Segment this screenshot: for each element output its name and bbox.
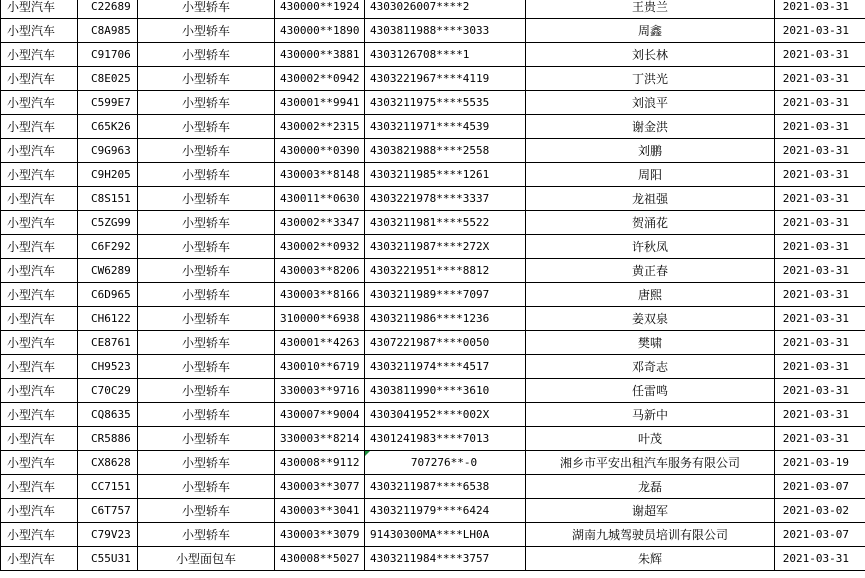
vehicle-type-cell[interactable]: 小型汽车 bbox=[1, 475, 78, 499]
code-cell[interactable]: 430003**3041 bbox=[275, 499, 365, 523]
table-row[interactable] bbox=[1, 355, 865, 379]
plate-number-cell[interactable]: C9G963 bbox=[78, 139, 138, 163]
vehicle-type-cell[interactable]: 小型汽车 bbox=[1, 283, 78, 307]
plate-number-cell[interactable]: CR5886 bbox=[78, 427, 138, 451]
table-body bbox=[1, 0, 865, 571]
table-row[interactable] bbox=[1, 403, 865, 427]
table-row[interactable] bbox=[1, 523, 865, 547]
plate-number-cell[interactable]: C8A985 bbox=[78, 19, 138, 43]
id-number-cell[interactable]: 4303211987****272X bbox=[365, 235, 526, 259]
id-number-cell[interactable]: 707276**-0 bbox=[365, 451, 526, 475]
plate-number-cell[interactable]: C8E025 bbox=[78, 67, 138, 91]
owner-name-cell[interactable]: 樊啸 bbox=[526, 331, 775, 355]
plate-number-cell[interactable]: C55U31 bbox=[78, 547, 138, 571]
code-cell[interactable]: 430003**8206 bbox=[275, 259, 365, 283]
vehicle-model-cell[interactable]: 小型轿车 bbox=[138, 499, 275, 523]
plate-number-cell[interactable]: C6F292 bbox=[78, 235, 138, 259]
table-row[interactable] bbox=[1, 67, 865, 91]
id-number-cell[interactable]: 4303211989****7097 bbox=[365, 283, 526, 307]
plate-number-cell[interactable]: C6T757 bbox=[78, 499, 138, 523]
id-number-cell[interactable]: 4303126708****1 bbox=[365, 43, 526, 67]
date-cell[interactable]: 2021-03-31 bbox=[775, 547, 865, 571]
vehicle-model-cell[interactable]: 小型轿车 bbox=[138, 259, 275, 283]
vehicle-model-cell[interactable]: 小型轿车 bbox=[138, 331, 275, 355]
table-row[interactable] bbox=[1, 379, 865, 403]
id-number-cell[interactable]: 4303211985****1261 bbox=[365, 163, 526, 187]
date-cell[interactable]: 2021-03-31 bbox=[775, 283, 865, 307]
plate-number-cell[interactable]: CX8628 bbox=[78, 451, 138, 475]
id-number-cell[interactable]: 4303026007****2 bbox=[365, 0, 526, 19]
vehicle-model-cell[interactable]: 小型轿车 bbox=[138, 43, 275, 67]
code-cell[interactable]: 430003**8166 bbox=[275, 283, 365, 307]
table-row[interactable] bbox=[1, 211, 865, 235]
code-cell[interactable]: 430010**6719 bbox=[275, 355, 365, 379]
vehicle-model-cell[interactable]: 小型轿车 bbox=[138, 403, 275, 427]
vehicle-model-cell[interactable]: 小型面包车 bbox=[138, 547, 275, 571]
plate-number-cell[interactable]: CE8761 bbox=[78, 331, 138, 355]
vehicle-model-cell[interactable]: 小型轿车 bbox=[138, 427, 275, 451]
id-number-cell[interactable]: 4303211984****3757 bbox=[365, 547, 526, 571]
owner-name-cell[interactable]: 龙磊 bbox=[526, 475, 775, 499]
plate-number-cell[interactable]: C22689 bbox=[78, 0, 138, 19]
id-number-cell[interactable]: 4307221987****0050 bbox=[365, 331, 526, 355]
vehicle-model-cell[interactable]: 小型轿车 bbox=[138, 211, 275, 235]
owner-name-cell[interactable]: 谢金洪 bbox=[526, 115, 775, 139]
id-number-cell[interactable]: 4303211974****4517 bbox=[365, 355, 526, 379]
table-row[interactable] bbox=[1, 427, 865, 451]
vehicle-model-cell[interactable]: 小型轿车 bbox=[138, 187, 275, 211]
vehicle-model-cell[interactable]: 小型轿车 bbox=[138, 115, 275, 139]
id-number-cell[interactable]: 4303211979****6424 bbox=[365, 499, 526, 523]
owner-name-cell[interactable]: 马新中 bbox=[526, 403, 775, 427]
date-cell[interactable]: 2021-03-31 bbox=[775, 0, 865, 19]
id-number-cell[interactable]: 4303221967****4119 bbox=[365, 67, 526, 91]
code-cell[interactable]: 330003**9716 bbox=[275, 379, 365, 403]
code-cell[interactable]: 430003**3079 bbox=[275, 523, 365, 547]
vehicle-type-cell[interactable]: 小型汽车 bbox=[1, 235, 78, 259]
vehicle-type-cell[interactable]: 小型汽车 bbox=[1, 547, 78, 571]
plate-number-cell[interactable]: CH9523 bbox=[78, 355, 138, 379]
owner-name-cell[interactable]: 丁洪光 bbox=[526, 67, 775, 91]
id-number-cell[interactable]: 4303211986****1236 bbox=[365, 307, 526, 331]
date-cell[interactable]: 2021-03-31 bbox=[775, 19, 865, 43]
vehicle-type-cell[interactable]: 小型汽车 bbox=[1, 355, 78, 379]
owner-name-cell[interactable]: 叶茂 bbox=[526, 427, 775, 451]
id-number-cell[interactable]: 4303211987****6538 bbox=[365, 475, 526, 499]
owner-name-cell[interactable]: 任雷鸣 bbox=[526, 379, 775, 403]
table-row[interactable] bbox=[1, 0, 865, 19]
id-number-cell[interactable]: 91430300MA****LH0A bbox=[365, 523, 526, 547]
date-cell[interactable]: 2021-03-31 bbox=[775, 67, 865, 91]
id-number-cell[interactable]: 4301241983****7013 bbox=[365, 427, 526, 451]
owner-name-cell[interactable]: 湖南九城驾驶员培训有限公司 bbox=[526, 523, 775, 547]
code-cell[interactable]: 430001**4263 bbox=[275, 331, 365, 355]
code-cell[interactable]: 430003**8148 bbox=[275, 163, 365, 187]
vehicle-type-cell[interactable]: 小型汽车 bbox=[1, 499, 78, 523]
vehicle-model-cell[interactable]: 小型轿车 bbox=[138, 355, 275, 379]
date-cell[interactable]: 2021-03-31 bbox=[775, 43, 865, 67]
table-row[interactable] bbox=[1, 475, 865, 499]
vehicle-type-cell[interactable]: 小型汽车 bbox=[1, 115, 78, 139]
vehicle-model-cell[interactable]: 小型轿车 bbox=[138, 475, 275, 499]
date-cell[interactable]: 2021-03-31 bbox=[775, 403, 865, 427]
code-cell[interactable]: 430001**9941 bbox=[275, 91, 365, 115]
vehicle-type-cell[interactable]: 小型汽车 bbox=[1, 451, 78, 475]
vehicle-type-cell[interactable]: 小型汽车 bbox=[1, 379, 78, 403]
date-cell[interactable]: 2021-03-31 bbox=[775, 259, 865, 283]
code-cell[interactable]: 430002**3347 bbox=[275, 211, 365, 235]
vehicle-model-cell[interactable]: 小型轿车 bbox=[138, 235, 275, 259]
plate-number-cell[interactable]: C6D965 bbox=[78, 283, 138, 307]
code-cell[interactable]: 430000**0390 bbox=[275, 139, 365, 163]
table-row[interactable] bbox=[1, 307, 865, 331]
vehicle-type-cell[interactable]: 小型汽车 bbox=[1, 163, 78, 187]
id-number-cell[interactable]: 4303811990****3610 bbox=[365, 379, 526, 403]
owner-name-cell[interactable]: 谢超军 bbox=[526, 499, 775, 523]
vehicle-type-cell[interactable]: 小型汽车 bbox=[1, 187, 78, 211]
vehicle-type-cell[interactable]: 小型汽车 bbox=[1, 403, 78, 427]
date-cell[interactable]: 2021-03-31 bbox=[775, 163, 865, 187]
code-cell[interactable]: 430008**5027 bbox=[275, 547, 365, 571]
owner-name-cell[interactable]: 唐熙 bbox=[526, 283, 775, 307]
owner-name-cell[interactable]: 周阳 bbox=[526, 163, 775, 187]
date-cell[interactable]: 2021-03-31 bbox=[775, 115, 865, 139]
owner-name-cell[interactable]: 贺涌花 bbox=[526, 211, 775, 235]
code-cell[interactable]: 430011**0630 bbox=[275, 187, 365, 211]
plate-number-cell[interactable]: CC7151 bbox=[78, 475, 138, 499]
code-cell[interactable]: 430003**3077 bbox=[275, 475, 365, 499]
date-cell[interactable]: 2021-03-07 bbox=[775, 475, 865, 499]
plate-number-cell[interactable]: C79V23 bbox=[78, 523, 138, 547]
table-row[interactable] bbox=[1, 283, 865, 307]
table-row[interactable] bbox=[1, 259, 865, 283]
vehicle-model-cell[interactable]: 小型轿车 bbox=[138, 379, 275, 403]
table-row[interactable] bbox=[1, 547, 865, 571]
table-row[interactable] bbox=[1, 91, 865, 115]
date-cell[interactable]: 2021-03-31 bbox=[775, 307, 865, 331]
date-cell[interactable]: 2021-03-31 bbox=[775, 187, 865, 211]
date-cell[interactable]: 2021-03-31 bbox=[775, 91, 865, 115]
date-cell[interactable]: 2021-03-31 bbox=[775, 235, 865, 259]
id-number-cell[interactable]: 4303211975****5535 bbox=[365, 91, 526, 115]
plate-number-cell[interactable]: C599E7 bbox=[78, 91, 138, 115]
vehicle-type-cell[interactable]: 小型汽车 bbox=[1, 67, 78, 91]
owner-name-cell[interactable]: 刘长林 bbox=[526, 43, 775, 67]
owner-name-cell[interactable]: 许秋凤 bbox=[526, 235, 775, 259]
vehicle-type-cell[interactable]: 小型汽车 bbox=[1, 211, 78, 235]
code-cell[interactable]: 310000**6938 bbox=[275, 307, 365, 331]
table-row[interactable] bbox=[1, 451, 865, 475]
plate-number-cell[interactable]: CH6122 bbox=[78, 307, 138, 331]
code-cell[interactable]: 430002**0932 bbox=[275, 235, 365, 259]
owner-name-cell[interactable]: 周鑫 bbox=[526, 19, 775, 43]
code-cell[interactable]: 430000**1924 bbox=[275, 0, 365, 19]
vehicle-model-cell[interactable]: 小型轿车 bbox=[138, 139, 275, 163]
id-number-cell[interactable]: 4303221951****8812 bbox=[365, 259, 526, 283]
vehicle-type-cell[interactable]: 小型汽车 bbox=[1, 259, 78, 283]
vehicle-model-cell[interactable]: 小型轿车 bbox=[138, 67, 275, 91]
id-number-cell[interactable]: 4303211971****4539 bbox=[365, 115, 526, 139]
owner-name-cell[interactable]: 龙祖强 bbox=[526, 187, 775, 211]
id-number-cell[interactable]: 4303211981****5522 bbox=[365, 211, 526, 235]
plate-number-cell[interactable]: CQ8635 bbox=[78, 403, 138, 427]
code-cell[interactable]: 430007**9004 bbox=[275, 403, 365, 427]
id-number-cell[interactable]: 4303811988****3033 bbox=[365, 19, 526, 43]
plate-number-cell[interactable]: C8S151 bbox=[78, 187, 138, 211]
owner-name-cell[interactable]: 刘鹏 bbox=[526, 139, 775, 163]
owner-name-cell[interactable]: 黄正春 bbox=[526, 259, 775, 283]
code-cell[interactable]: 330003**8214 bbox=[275, 427, 365, 451]
code-cell[interactable]: 430008**9112 bbox=[275, 451, 365, 475]
vehicle-type-cell[interactable]: 小型汽车 bbox=[1, 91, 78, 115]
date-cell[interactable]: 2021-03-31 bbox=[775, 427, 865, 451]
date-cell[interactable]: 2021-03-02 bbox=[775, 499, 865, 523]
code-cell[interactable]: 430002**2315 bbox=[275, 115, 365, 139]
table-row[interactable] bbox=[1, 499, 865, 523]
cell-error-indicator-icon bbox=[365, 451, 370, 456]
vehicle-type-cell[interactable]: 小型汽车 bbox=[1, 307, 78, 331]
vehicle-type-cell[interactable]: 小型汽车 bbox=[1, 19, 78, 43]
vehicle-type-cell[interactable]: 小型汽车 bbox=[1, 331, 78, 355]
vehicle-type-cell[interactable]: 小型汽车 bbox=[1, 139, 78, 163]
table-row[interactable] bbox=[1, 139, 865, 163]
plate-number-cell[interactable]: C70C29 bbox=[78, 379, 138, 403]
vehicle-type-cell[interactable]: 小型汽车 bbox=[1, 523, 78, 547]
vehicle-model-cell[interactable]: 小型轿车 bbox=[138, 523, 275, 547]
vehicle-model-cell[interactable]: 小型轿车 bbox=[138, 307, 275, 331]
code-cell[interactable]: 430000**1890 bbox=[275, 19, 365, 43]
table-row[interactable] bbox=[1, 235, 865, 259]
vehicle-model-cell[interactable]: 小型轿车 bbox=[138, 0, 275, 19]
owner-name-cell[interactable]: 朱辉 bbox=[526, 547, 775, 571]
id-number-cell[interactable]: 4303041952****002X bbox=[365, 403, 526, 427]
vehicle-type-cell[interactable]: 小型汽车 bbox=[1, 0, 78, 19]
vehicle-model-cell[interactable]: 小型轿车 bbox=[138, 283, 275, 307]
plate-number-cell[interactable]: C91706 bbox=[78, 43, 138, 67]
table-row[interactable] bbox=[1, 187, 865, 211]
date-cell[interactable]: 2021-03-31 bbox=[775, 379, 865, 403]
vehicle-model-cell[interactable]: 小型轿车 bbox=[138, 451, 275, 475]
date-cell[interactable]: 2021-03-31 bbox=[775, 211, 865, 235]
plate-number-cell[interactable]: C5ZG99 bbox=[78, 211, 138, 235]
owner-name-cell[interactable]: 姜双泉 bbox=[526, 307, 775, 331]
owner-name-cell[interactable]: 刘浪平 bbox=[526, 91, 775, 115]
vehicle-model-cell[interactable]: 小型轿车 bbox=[138, 163, 275, 187]
owner-name-cell[interactable]: 王贵兰 bbox=[526, 0, 775, 19]
code-cell[interactable]: 430002**0942 bbox=[275, 67, 365, 91]
owner-name-cell[interactable]: 邓奇志 bbox=[526, 355, 775, 379]
date-cell[interactable]: 2021-03-31 bbox=[775, 139, 865, 163]
table-row[interactable] bbox=[1, 331, 865, 355]
date-cell[interactable]: 2021-03-07 bbox=[775, 523, 865, 547]
date-cell[interactable]: 2021-03-31 bbox=[775, 355, 865, 379]
table-row[interactable] bbox=[1, 163, 865, 187]
date-cell[interactable]: 2021-03-19 bbox=[775, 451, 865, 475]
vehicle-type-cell[interactable]: 小型汽车 bbox=[1, 43, 78, 67]
date-cell[interactable]: 2021-03-31 bbox=[775, 331, 865, 355]
table-row[interactable] bbox=[1, 115, 865, 139]
id-number-cell[interactable]: 4303221978****3337 bbox=[365, 187, 526, 211]
owner-name-cell[interactable]: 湘乡市平安出租汽车服务有限公司 bbox=[526, 451, 775, 475]
id-number-cell[interactable]: 4303821988****2558 bbox=[365, 139, 526, 163]
table-row[interactable] bbox=[1, 43, 865, 67]
vehicle-model-cell[interactable]: 小型轿车 bbox=[138, 19, 275, 43]
plate-number-cell[interactable]: CW6289 bbox=[78, 259, 138, 283]
vehicle-type-cell[interactable]: 小型汽车 bbox=[1, 427, 78, 451]
code-cell[interactable]: 430000**3881 bbox=[275, 43, 365, 67]
vehicle-model-cell[interactable]: 小型轿车 bbox=[138, 91, 275, 115]
table-row[interactable] bbox=[1, 19, 865, 43]
plate-number-cell[interactable]: C65K26 bbox=[78, 115, 138, 139]
plate-number-cell[interactable]: C9H205 bbox=[78, 163, 138, 187]
